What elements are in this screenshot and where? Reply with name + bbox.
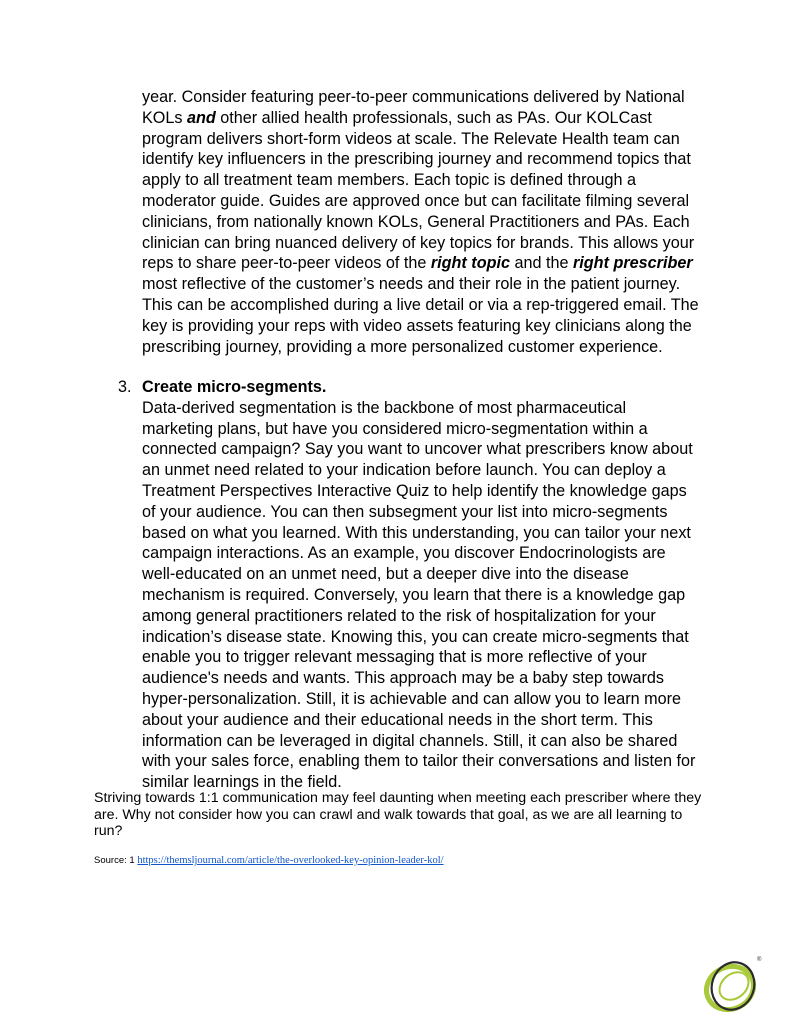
paragraph-kolcast [142, 87, 702, 357]
emphasis-and: and [186, 108, 216, 127]
emphasis-right-topic: right topic [430, 254, 510, 273]
source-label: Source: 1 [94, 855, 138, 866]
registered-mark: ® [757, 957, 762, 963]
relevate-logo-icon [700, 952, 766, 1018]
closing-paragraph: Striving towards 1:1 communication may feel daunting when meeting each prescriber where they are. Why not consider how you can crawl and walk towards that goal, as we are all learning to run? [94, 790, 702, 839]
list-number: 3. [118, 378, 132, 396]
list-text: Data-derived segmentation is the backbone of most pharmaceutical marketing plans, but have you considered micro-segmentation within a connected campaign? Say you want to uncover what prescribers know about an unmet need related to your indication before launch. You can deploy a Treatment Perspectives Interactive Quiz to help identify the knowledge gaps of your audience. You can then subsegment your list into micro-segments based on what you learned. With this understanding, you can tailor your next campaign interactions. As an example, you discover Endocrinologists are well-educated on an unmet need, but a deeper dive into the disease mechanism is required. Conversely, you learn that there is a knowledge gap among general practitioners related to the risk of hospitalization for your indication’s disease state. Knowing this, you can create micro-segments that enable you to trigger relevant messaging that is more reflective of your audience's needs and wants. This approach may be a baby step towards hyper-personalization. Still, it is achievable and can allow you to learn more about your audience and their educational needs in the short term. This information can be leveraged in digital channels. Still, it can also be shared with your sales force, enabling them to tailor their conversations and listen for similar learnings in the field. [142, 398, 696, 792]
paragraph-text: most reflective of the customer’s needs and their role in the patient journey. This can be accomplished during a live detail or via a rep-triggered email. The key is providing your reps with video assets featuring key clinicians along the prescribing journey, providing a more personalized customer experience. [142, 275, 699, 356]
source-link[interactable]: https://themsljournal.com/article/the-overlooked-key-opinion-leader-kol/ [137, 855, 444, 866]
paragraph-text: other allied health professionals, such as PAs. Our KOLCast program delivers short-form videos at scale. The Relevate Health team can identify key influencers in the prescribing journey and recommend topics that apply to all treatment team members. Each topic is defined through a moderator guide. Guides are approved once but can facilitate filming several clinicians, from nationally known KOLs, General Practitioners and PAs. Each clinician can bring nuanced delivery of key topics for brands. This allows your reps to share peer-to-peer videos of the [142, 108, 695, 273]
emphasis-right-prescriber: right prescriber [573, 254, 693, 273]
source-footnote [94, 855, 444, 867]
paragraph-text: and the [509, 254, 573, 273]
paragraph-text: year. Consider featuring peer-to-peer communications delivered by National KOLs [142, 88, 685, 127]
list-heading: Create micro-segments. [142, 378, 327, 396]
